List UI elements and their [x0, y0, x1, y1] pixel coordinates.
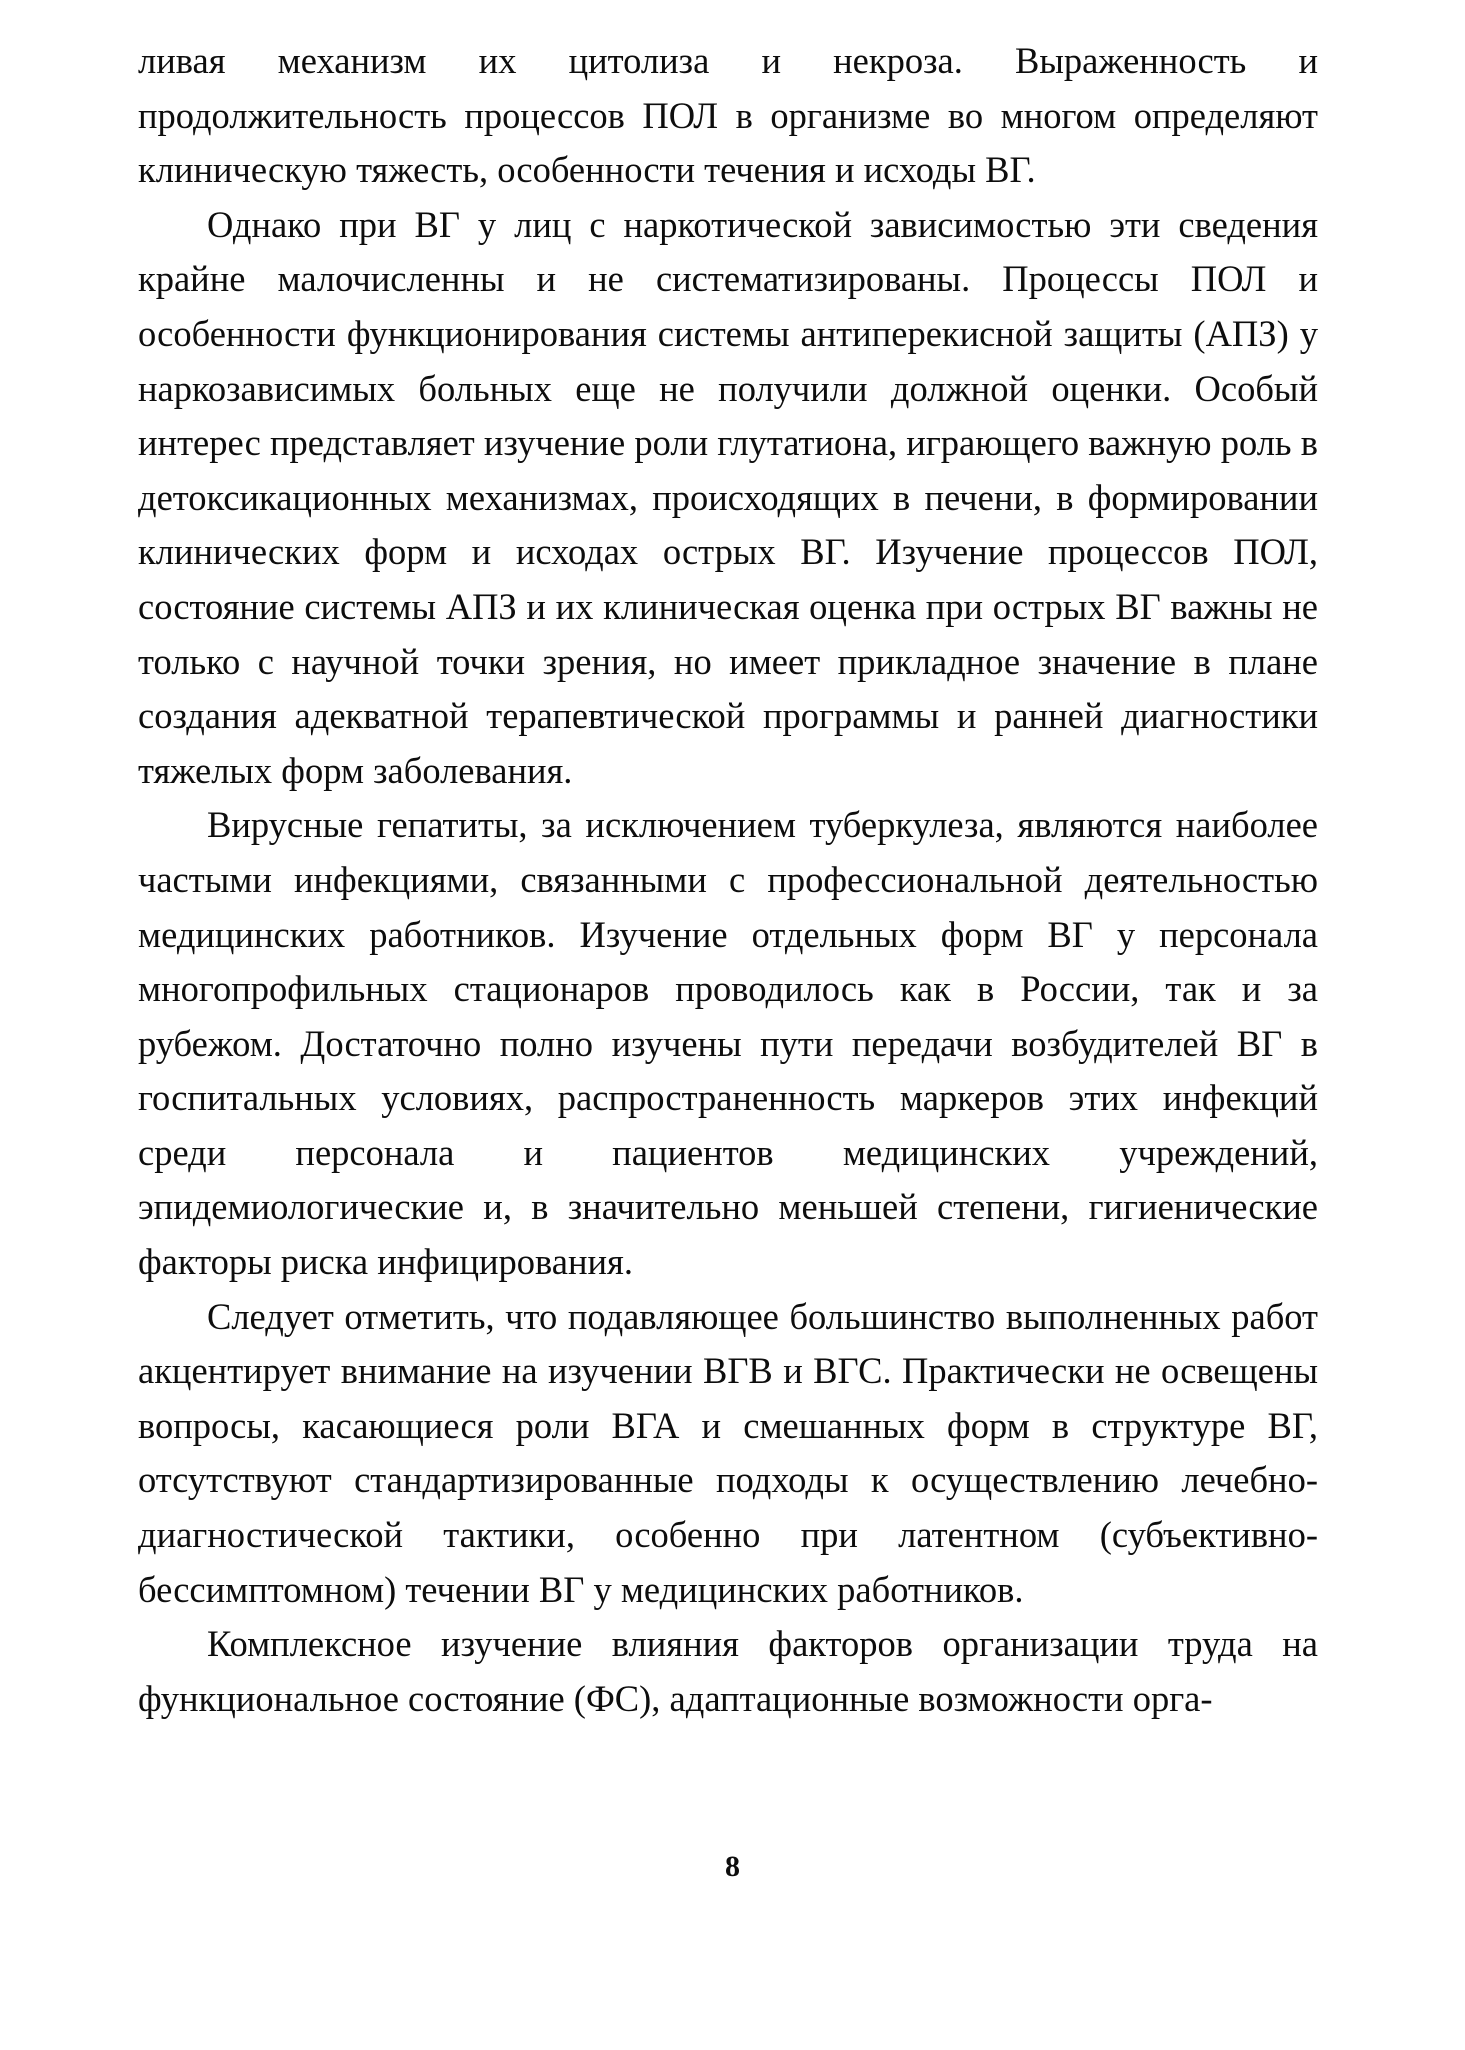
paragraph-5: Комплексное изучение влияния факторов организации труда на функциональное состояние (ФС), адаптационные возможности орга- [138, 1623, 1318, 1719]
paragraph-1: ливая механизм их цитолиза и некроза. Выраженность и продолжительность процессов ПОЛ в организме во многом определяют клиническую тяжесть, особенности течения и исходы ВГ. [138, 40, 1318, 191]
document-page [138, 34, 1318, 1726]
paragraph-3: Вирусные гепатиты, за исключением туберкулеза, являются наиболее частыми инфекциями, связанными с профессиональной деятельностью медицинских работников. Изучение отдельных форм ВГ у персонала многопрофильных стационаров проводилось как в России, так и за рубежом. Достаточно полно изучены пути передачи возбудителей ВГ в госпитальных условиях, распространенность маркеров этих инфекций среди персонала и пациентов медицинских учреждений, эпидемиологические и, в значительно меньшей степени, гигиенические факторы риска инфицирования. [138, 804, 1318, 1283]
paragraph-4: Следует отметить, что подавляющее большинство выполненных работ акцентирует внимание на изучении ВГВ и ВГС. Практически не освещены вопросы, касающиеся роли ВГА и смешанных форм в структуре ВГ, отсутствуют стандартизированные подходы к осуществлению лечебно-диагностической тактики, особенно при латентном (субъективно-бессимптомном) течении ВГ у медицинских работников. [138, 1295, 1318, 1610]
page-number: 8 [725, 1850, 740, 1883]
paragraph-2: Однако при ВГ у лиц с наркотической зависимостью эти сведения крайне малочисленны и не систематизированы. Процессы ПОЛ и особенности функционирования системы антиперекисной защиты (АПЗ) у наркозависимых больных еще не получили должной оценки. Особый интерес представляет изучение роли глутатиона, играющего важную роль в детоксикационных механизмах, происходящих в печени, в формировании клинических форм и исходах острых ВГ. Изучение процессов ПОЛ, состояние системы АПЗ и их клиническая оценка при острых ВГ важны не только с научной точки зрения, но имеет прикладное значение в плане создания адекватной терапевтической программы и ранней диагностики тяжелых форм заболевания. [138, 203, 1318, 791]
